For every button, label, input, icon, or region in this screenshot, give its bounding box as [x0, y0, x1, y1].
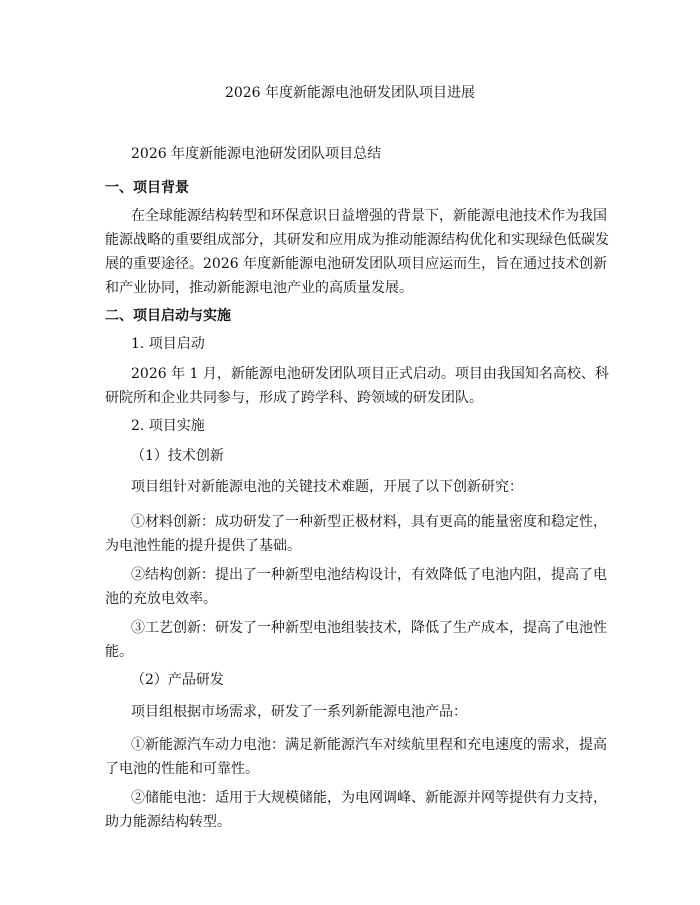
list-item-line: 池的充放电效率。 [105, 591, 217, 607]
list-item-line: 了电池的性能和可靠性。 [105, 761, 259, 777]
paragraph-line: 展的重要途径。2026 年度新能源电池研发团队项目应运而生，旨在通过技术创新 [105, 256, 608, 272]
paragraph-line: 项目组针对新能源电池的关键技术难题，开展了以下创新研究： [131, 479, 523, 495]
section-heading-background: 一、项目背景 [105, 180, 189, 196]
section-heading-implementation: 二、项目启动与实施 [105, 308, 231, 324]
list-item-line: ①新能源汽车动力电池：满足新能源汽车对续航里程和充电速度的需求，提高 [131, 737, 607, 753]
list-item-line: ③工艺创新：研发了一种新型电池组装技术，降低了生产成本，提高了电池性 [131, 620, 607, 636]
list-item-line: ①材料创新：成功研发了一种新型正极材料，具有更高的能量密度和稳定性， [131, 514, 607, 530]
paragraph-line: 项目组根据市场需求，研发了一系列新能源电池产品： [131, 704, 467, 720]
subsubsection-title-product: （2）产品研发 [131, 672, 224, 688]
list-item-line: 为电池性能的提升提供了基础。 [105, 538, 301, 554]
subsection-title-launch: 1. 项目启动 [131, 336, 205, 352]
subsection-title-implementation: 2. 项目实施 [131, 418, 205, 434]
paragraph-line: 在全球能源结构转型和环保意识日益增强的背景下，新能源电池技术作为我国 [131, 208, 607, 224]
subsubsection-title-tech: （1）技术创新 [131, 448, 224, 464]
paragraph-line: 2026 年 1 月，新能源电池研发团队项目正式启动。项目由我国知名高校、科 [131, 366, 609, 382]
document-subtitle: 2026 年度新能源电池研发团队项目总结 [131, 146, 382, 162]
paragraph-line: 和产业协同，推动新能源电池产业的高质量发展。 [105, 280, 413, 296]
list-item-line: ②结构创新：提出了一种新型电池结构设计，有效降低了电池内阻，提高了电 [131, 567, 607, 583]
paragraph-line: 能源战略的重要组成部分，其研发和应用成为推动能源结构优化和实现绿色低碳发 [105, 232, 609, 248]
list-item-line: 助力能源结构转型。 [105, 814, 231, 830]
document-title: 2026 年度新能源电池研发团队项目进展 [224, 85, 476, 101]
list-item-line: ②储能电池：适用于大规模储能，为电网调峰、新能源并网等提供有力支持， [131, 790, 607, 806]
paragraph-line: 研院所和企业共同参与，形成了跨学科、跨领域的研发团队。 [105, 390, 483, 406]
list-item-line: 能。 [105, 644, 133, 660]
